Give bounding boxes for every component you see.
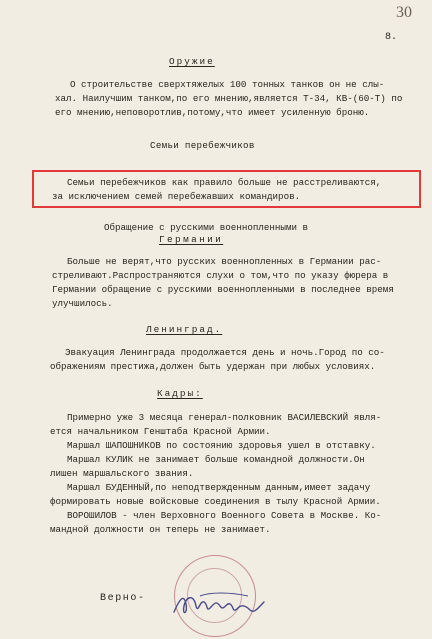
weapons-heading: Оружие [169, 56, 215, 67]
cadres-line-1: Примерно уже 3 месяца генерал-полковник ВАСИЛЕВСКИЙ явля- [67, 412, 382, 423]
pow-heading-2: Германии [159, 234, 224, 245]
cadres-heading: Кадры: [157, 388, 203, 399]
pow-line-2: стреливают.Распространяются слухи о том,что по указу фюрера в [52, 270, 389, 281]
pow-line-4: улучшилось. [52, 298, 113, 309]
cadres-line-3: Маршал ШАПОШНИКОВ по состоянию здоровья ушел в отставку. [67, 440, 376, 451]
leaf-number: 8. [385, 32, 398, 43]
cadres-line-7: формировать новые войсковые соединения в тылу Красной Армии. [50, 496, 381, 507]
highlight-box [32, 170, 421, 208]
leningrad-heading: Ленинград. [146, 324, 223, 335]
closing-text: Верно- [100, 593, 146, 604]
leningrad-line-2: ображениям престижа,должен быть удержан при любых условиях. [50, 361, 376, 372]
leningrad-line-1: Эвакуация Ленинграда продолжается день и ночь.Город по со- [65, 347, 385, 358]
cadres-line-8: ВОРОШИЛОВ - член Верховного Военного Совета в Москве. Ко- [67, 510, 382, 521]
weapons-line-1: О строительстве сверхтяжелых 100 тонных танков он не слы- [70, 79, 385, 90]
page-number: 30 [396, 4, 412, 21]
handwritten-signature [170, 586, 270, 626]
pow-heading-1: Обращение с русскими военнопленными в [104, 222, 308, 233]
defectors-heading: Семьи перебежчиков [150, 140, 255, 151]
weapons-line-2: хал. Наилучшим танком,по его мнению,является Т-34, КВ-(60-Т) по [55, 93, 403, 104]
pow-line-3: Германии обращение с русскими военнопленными в последнее время [52, 284, 394, 295]
cadres-line-6: Маршал БУДЕННЫЙ,по неподтвержденным данным,имеет задачу [67, 482, 371, 493]
cadres-line-5: лишен маршальского звания. [50, 468, 194, 479]
cadres-line-4: Маршал КУЛИК не занимает больше командной должности.Он [67, 454, 365, 465]
cadres-line-2: ется начальником Генштаба Красной Армии. [50, 426, 271, 437]
defectors-line-1: Семьи перебежчиков как правило больше не расстреливаются, [67, 177, 382, 188]
defectors-line-2: за исключением семей перебежавших командиров. [52, 191, 301, 202]
pow-line-1: Больше не верят,что русских военнопленных в Германии рас- [67, 256, 382, 267]
weapons-line-3: его мнению,неповоротлив,потому,что имеет усиленную броню. [55, 107, 370, 118]
cadres-line-9: мандной должности он теперь не занимает. [50, 524, 271, 535]
